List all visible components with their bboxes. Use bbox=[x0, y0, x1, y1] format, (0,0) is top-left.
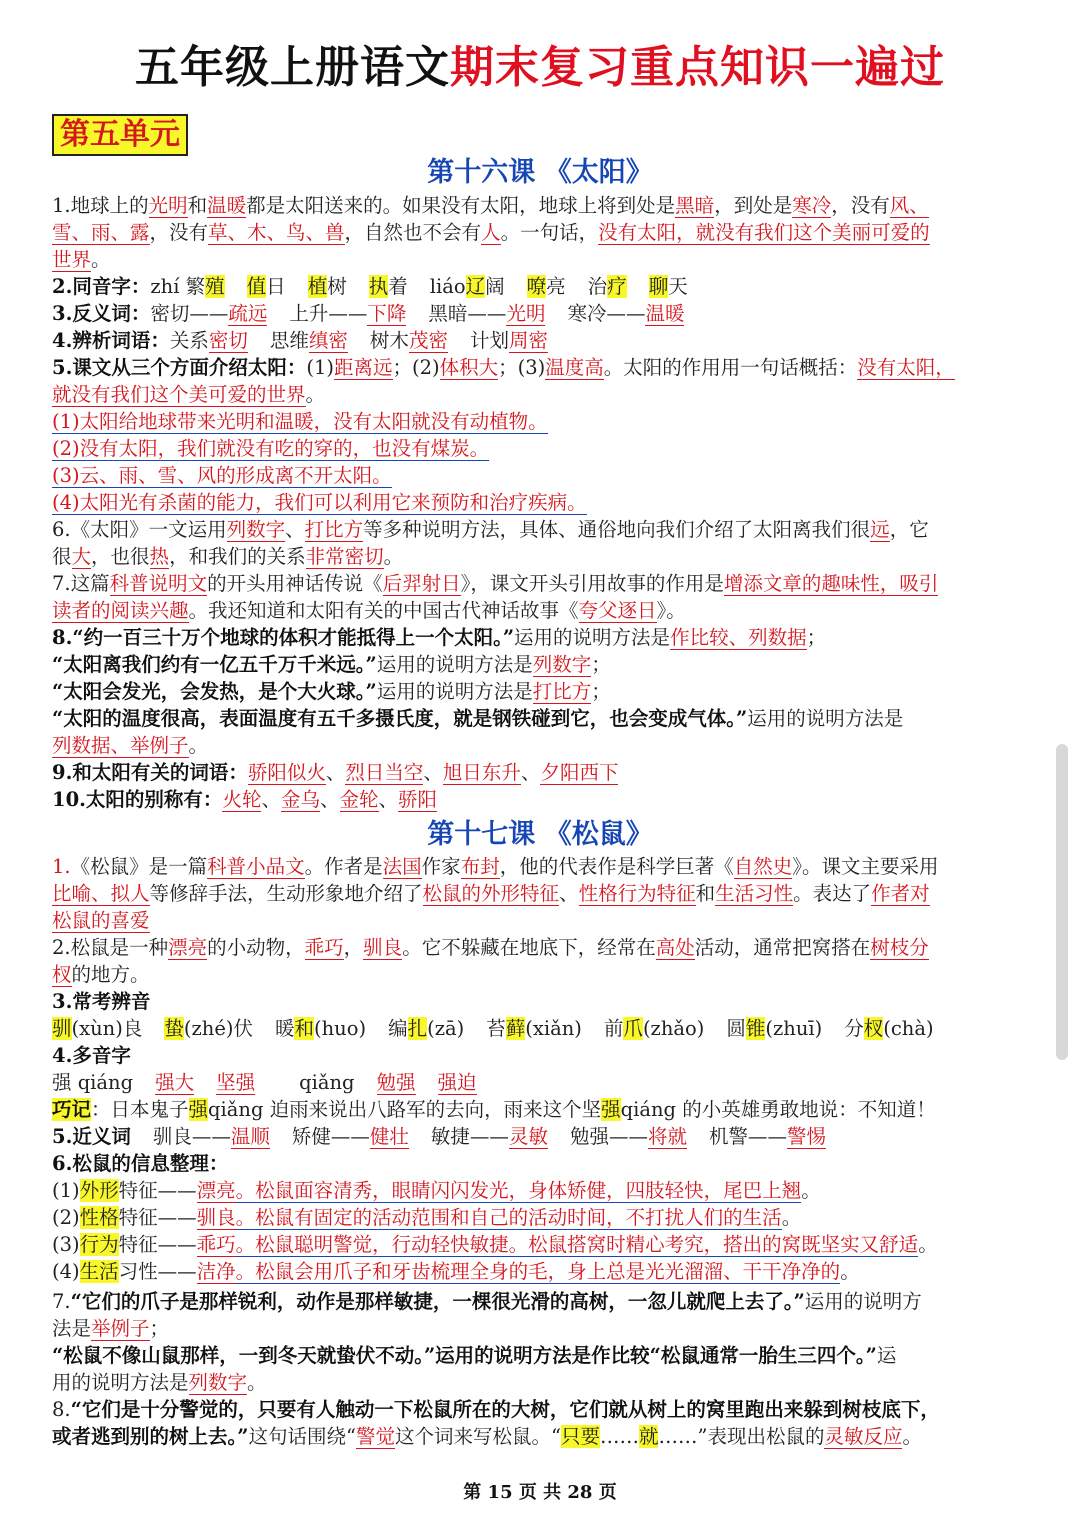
l16-sun-role-3: (3)云、雨、雪、风的形成离不开太阳。 bbox=[52, 464, 392, 487]
l17-info-1: (1)外形特征——漂亮。松鼠面容清秀，眼睛闪闪发光，身体矫健，四肢轻快，尾巴上翘。 bbox=[52, 1179, 821, 1202]
l17-synonyms: 5.近义词 驯良——温顺 矫健——健壮 敏捷——灵敏 勉强——将就 机警——警惕 bbox=[52, 1125, 827, 1148]
l17-polyphone: 强 qiáng 强大 坚强 qiǎng 勉强 强迫 bbox=[52, 1071, 477, 1094]
l17-p8: 8.“它们是十分警觉的，只要有人触动一下松鼠所在的大树，它们就从树上的窝里跑出来躲到树枝底下， bbox=[52, 1398, 940, 1421]
lesson16-heading: 第十六课 《太阳》 bbox=[427, 157, 653, 188]
scrollbar-thumb[interactable] bbox=[1056, 744, 1068, 1060]
l17-info-label: 6.松鼠的信息整理： bbox=[52, 1152, 229, 1175]
l16-p6-cont: 很大，也很热，和我们的关系非常密切。 bbox=[52, 545, 404, 568]
l17-p2: 2.松鼠是一种漂亮的小动物，乖巧，驯良。它不躲藏在地底下，经常在高处活动，通常把窝搭在树枝分 bbox=[52, 936, 929, 959]
l16-three-aspects-cont: 就没有我们这个美可爱的世界。 bbox=[52, 383, 326, 406]
l17-p7-3: 用的说明方法是列数字。 bbox=[52, 1371, 267, 1394]
title-black: 五年级上册语文 bbox=[135, 42, 450, 93]
l16-word-analysis: 4.辨析词语：关系密切 思维缜密 树木茂密 计划周密 bbox=[52, 329, 548, 352]
title-red: 期末复习重点知识一遍过 bbox=[450, 42, 945, 93]
l16-p8-4: “太阳的温度很高，表面温度有五千多摄氏度，就是钢铁碰到它，也会变成气体。”运用的说明方法是 bbox=[52, 707, 904, 730]
l17-p1-end: 松鼠的喜爱 bbox=[52, 909, 150, 932]
l16-p1-end: 世界。 bbox=[52, 248, 111, 271]
l17-p7-cont: 法是举例子； bbox=[52, 1317, 170, 1340]
l16-p1-cont: 雪、雨、露，没有草、木、鸟、兽，自然也不会有人。一句话，没有太阳，就没有我们这个美丽可爱的 bbox=[52, 221, 930, 244]
l17-p8-cont: 或者逃到别的树上去。”这句话围绕“警觉这个词来写松鼠。“只要……就……”表现出松鼠的灵敏反应。 bbox=[52, 1425, 922, 1448]
l16-p8-1: 8.“约一百三十万个地球的体积才能抵得上一个太阳。”运用的说明方法是作比较、列数据； bbox=[52, 626, 827, 649]
l17-pronunciation-label: 3.常考辨音 bbox=[52, 990, 151, 1013]
l16-antonyms: 3.反义词：密切——疏远 上升——下降 黑暗——光明 寒冷——温暖 bbox=[52, 302, 685, 325]
page-title bbox=[0, 40, 1080, 96]
l17-p7-2: “松鼠不像山鼠那样，一到冬天就蛰伏不动。”运用的说明方法是作比较“松鼠通常一胎生三四个。”运 bbox=[52, 1344, 897, 1367]
l17-info-3: (3)行为特征——乖巧。松鼠聪明警觉，行动轻快敏捷。松鼠搭窝时精心考究，搭出的窝既坚实又舒适。 bbox=[52, 1233, 938, 1256]
l17-p2-cont: 杈的地方。 bbox=[52, 963, 150, 986]
l17-mnemonic: 巧记：日本鬼子强qiǎng 迫雨来说出八路军的去向，雨来这个坚强qiáng 的小英雄勇敢地说：不知道！ bbox=[52, 1098, 936, 1121]
l16-homophones: 2.同音字：zhí 繁殖 值日 植树 执着 liáo辽阔 嘹亮 治疗 聊天 bbox=[52, 275, 688, 298]
lesson17-heading: 第十七课 《松鼠》 bbox=[427, 819, 653, 850]
l16-sun-aliases: 10.太阳的别称有：火轮、金乌、金轮、骄阳 bbox=[52, 788, 438, 811]
l16-sun-role-4: (4)太阳光有杀菌的能力，我们可以利用它来预防和治疗疾病。 bbox=[52, 491, 587, 514]
page-footer: 第 15 页 共 28 页 bbox=[463, 1482, 617, 1503]
l16-sun-role-2: (2)没有太阳，我们就没有吃的穿的，也没有煤炭。 bbox=[52, 437, 490, 460]
l17-polyphone-label: 4.多音字 bbox=[52, 1044, 131, 1067]
l17-info-4: (4)生活习性——洁净。松鼠会用爪子和牙齿梳理全身的毛，身上总是光光溜溜、干干净净的。 bbox=[52, 1260, 860, 1283]
l16-p7-cont: 读者的阅读兴趣。我还知道和太阳有关的中国古代神话故事《夸父逐日》。 bbox=[52, 599, 686, 622]
l17-p1: 1.《松鼠》是一篇科普小品文。作者是法国作家布封，他的代表作是科学巨著《自然史》。课文主要采用 bbox=[52, 855, 939, 878]
l16-p8-5: 列数据、举例子。 bbox=[52, 734, 209, 757]
l17-info-2: (2)性格特征——驯良。松鼠有固定的活动范围和自己的活动时间，不打扰人们的生活。 bbox=[52, 1206, 802, 1229]
l17-p7: 7.“它们的爪子是那样锐利，动作是那样敏捷，一棵很光滑的高树，一忽儿就爬上去了。”运用的说明方 bbox=[52, 1290, 922, 1313]
l16-p8-3: “太阳会发光，会发热，是个大火球。”运用的说明方法是打比方； bbox=[52, 680, 611, 703]
unit-label: 第五单元 bbox=[52, 114, 188, 156]
l16-three-aspects: 5.课文从三个方面介绍太阳：(1)距离远；(2)体积大；(3)温度高。太阳的作用用一句话概括：没有太阳， bbox=[52, 356, 955, 379]
l17-p1-cont: 比喻、拟人等修辞手法，生动形象地介绍了松鼠的外形特征、性格行为特征和生活习性。表达了作者对 bbox=[52, 882, 930, 905]
l17-pronunciation: 驯(xùn)良 蛰(zhé)伏 暖和(huo) 编扎(zā) 苔藓(xiǎn) 前爪(zhǎo) 圆锥(zhuī) 分杈(chà) bbox=[52, 1017, 934, 1040]
l16-p6: 6.《太阳》一文运用列数字、打比方等多种说明方法，具体、通俗地向我们介绍了太阳离我们很远，它 bbox=[52, 518, 929, 541]
l16-p1: 1.地球上的光明和温暖都是太阳送来的。如果没有太阳，地球上将到处是黑暗，到处是寒冷，没有风、 bbox=[52, 194, 929, 217]
l16-p7: 7.这篇科普说明文的开头用神话传说《后羿射日》，课文开头引用故事的作用是增添文章的趣味性，吸引 bbox=[52, 572, 939, 595]
l16-related-words: 9.和太阳有关的词语：骄阳似火、烈日当空、旭日东升、夕阳西下 bbox=[52, 761, 619, 784]
l16-sun-role-1: (1)太阳给地球带来光明和温暖，没有太阳就没有动植物。 bbox=[52, 410, 548, 433]
l16-p8-2: “太阳离我们约有一亿五千万千米远。”运用的说明方法是列数字； bbox=[52, 653, 611, 676]
